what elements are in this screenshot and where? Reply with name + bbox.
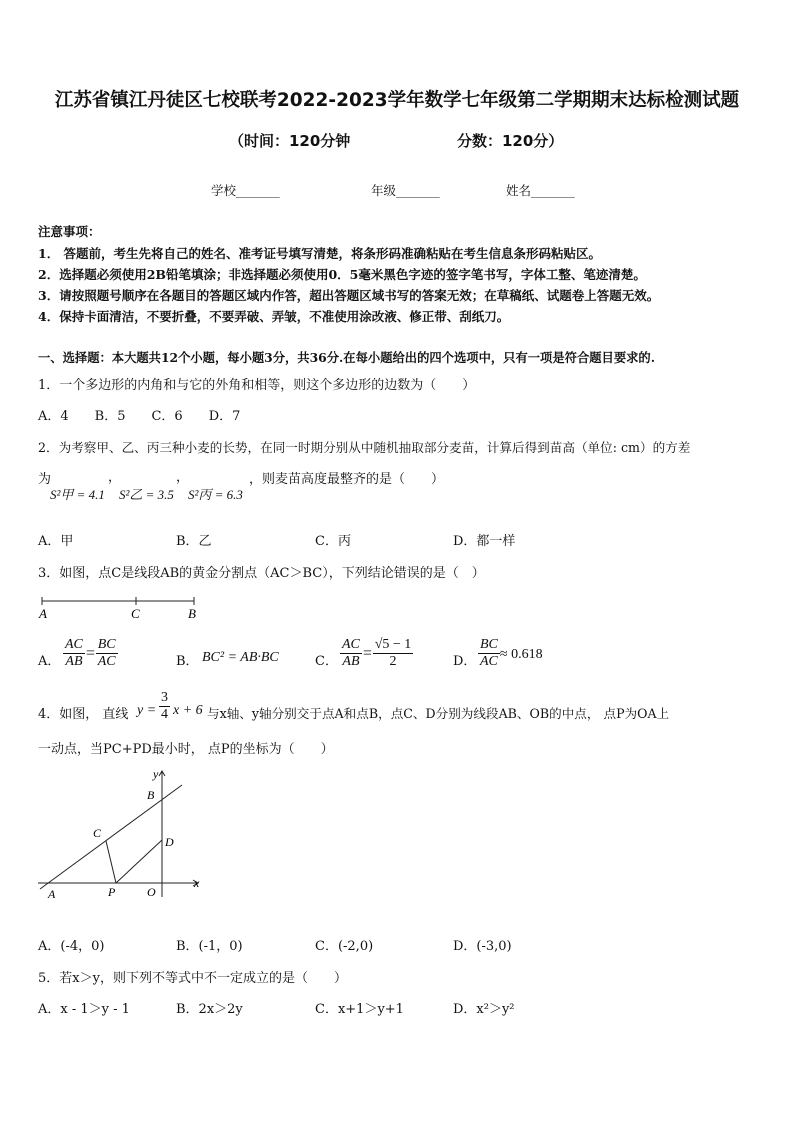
- question-4-stem-a: 4．如图， 直线: [38, 707, 129, 722]
- option-c-label: C．: [315, 654, 338, 669]
- x-axis-label: x: [194, 876, 200, 890]
- name-field: 姓名_______: [506, 183, 575, 198]
- variance-yi: S²乙 = 3.5: [119, 487, 174, 502]
- option-c: C．丙: [315, 534, 351, 549]
- note-item: 1． 答题前，考生先将自己的姓名、准考证号填写清楚，将条形码准确粘贴在考生信息条形码粘贴区。: [38, 246, 602, 261]
- segment-figure: [36, 593, 206, 623]
- segment-pc: [106, 841, 116, 883]
- time-limit: （时间：120分钟: [229, 132, 351, 150]
- question-4-stem-c: 一动点，当PC+PD最小时， 点P的坐标为（ ）: [38, 742, 334, 757]
- segment-pd: [116, 840, 162, 883]
- option-d-expr: $\frac{BC}{AC}$ ≈ 0.618: [480, 637, 543, 669]
- note-item: 3．请按照题号顺序在各题目的答题区域内作答，超出答题区域书写的答案无效；在草稿纸、试题卷上答题无效。: [38, 288, 660, 303]
- question-2-sep: ，: [176, 470, 190, 485]
- option-a: A．(-4，0): [38, 939, 105, 954]
- variance-jia: S²甲 = 4.1: [50, 487, 105, 502]
- line-equation-right: x + 6: [173, 703, 203, 718]
- origin-label: O: [147, 885, 156, 899]
- option-c-expr: $\frac{AC}{AB}$ = $\frac{√5 - 1}{2}$: [342, 637, 412, 669]
- option-b: B．乙: [176, 534, 212, 549]
- point-d-label: D: [165, 835, 174, 849]
- question-1-stem: 1．一个多边形的内角和与它的外角和相等，则这个多边形的边数为（ ）: [38, 378, 476, 393]
- question-2-sep: ，: [108, 470, 122, 485]
- point-b-label: B: [188, 606, 196, 621]
- point-b-label: B: [147, 788, 155, 802]
- question-3-stem: 3．如图，点C是线段AB的黄金分割点（AC＞BC），下列结论错误的是（ ）: [38, 566, 485, 581]
- question-4-stem-b: 与x轴、y轴分别交于点A和点B，点C、D分别为线段AB、OB的中点， 点P为OA上: [207, 706, 670, 721]
- point-a-label: A: [48, 887, 56, 901]
- question-5-stem: 5．若x＞y，则下列不等式中不一定成立的是（ ）: [38, 971, 347, 986]
- option-c: C．(-2,0): [315, 939, 374, 954]
- note-item: 4．保持卡面清洁，不要折叠，不要弄破、弄皱，不准使用涂改液、修正带、刮纸刀。: [38, 309, 510, 324]
- line-equation-slope: $\frac{3}{4}$: [161, 690, 168, 722]
- point-c-label: C: [131, 606, 140, 621]
- option-a: A．甲: [38, 534, 74, 549]
- notes-heading: 注意事项：: [38, 224, 101, 239]
- option-a-expr: $\frac{AC}{AB}$ = $\frac{BC}{AC}$: [65, 637, 116, 669]
- grade-field: 年级_______: [371, 183, 440, 198]
- question-1-options: A．4 B．5 C．6 D．7: [38, 409, 241, 424]
- option-d: D．(-3,0): [453, 939, 512, 954]
- option-d: D．都一样: [453, 534, 516, 549]
- section-heading: 一、选择题：本大题共12个小题，每小题3分，共36分.在每小题给出的四个选项中，只有一项是符合题目要求的.: [38, 350, 656, 365]
- option-b-label: B．: [176, 654, 199, 669]
- y-axis-label: y: [153, 767, 159, 781]
- option-d: D．x²＞y²: [453, 1002, 515, 1017]
- line-ab: [40, 785, 182, 889]
- option-a: A．x - 1＞y - 1: [38, 1002, 130, 1017]
- point-a-label: A: [39, 606, 47, 621]
- question-2-stem: 2．为考察甲、乙、丙三种小麦的长势，在同一时期分别从中随机抽取部分麦苗，计算后得到苗高（单位: cm）的方差: [38, 440, 691, 455]
- point-c-label: C: [93, 826, 102, 840]
- option-a-label: A．: [38, 654, 61, 669]
- variance-bing: S²丙 = 6.3: [188, 487, 243, 502]
- full-score: 分数：120分）: [457, 132, 564, 150]
- question-2-suffix: ，则麦苗高度最整齐的是（ ）: [249, 472, 445, 487]
- option-c: C．x+1＞y+1: [315, 1002, 404, 1017]
- option-b: B．2x＞2y: [176, 1002, 243, 1017]
- option-b-expr: BC² = AB·BC: [202, 650, 279, 665]
- note-item: 2．选择题必须使用2B铅笔填涂；非选择题必须使用0．5毫米黑色字迹的签字笔书写，字体工整、笔迹清楚。: [38, 267, 646, 282]
- option-b: B．(-1，0): [176, 939, 243, 954]
- point-p-label: P: [108, 885, 116, 899]
- exam-title: 江苏省镇江丹徒区七校联考2022-2023学年数学七年级第二学期期末达标检测试题: [54, 90, 740, 111]
- question-2-prefix: 为: [38, 472, 52, 487]
- coordinate-figure: [36, 765, 216, 905]
- option-d-label: D．: [453, 654, 477, 669]
- line-equation-left: y =: [137, 703, 157, 718]
- school-field: 学校_______: [211, 183, 280, 198]
